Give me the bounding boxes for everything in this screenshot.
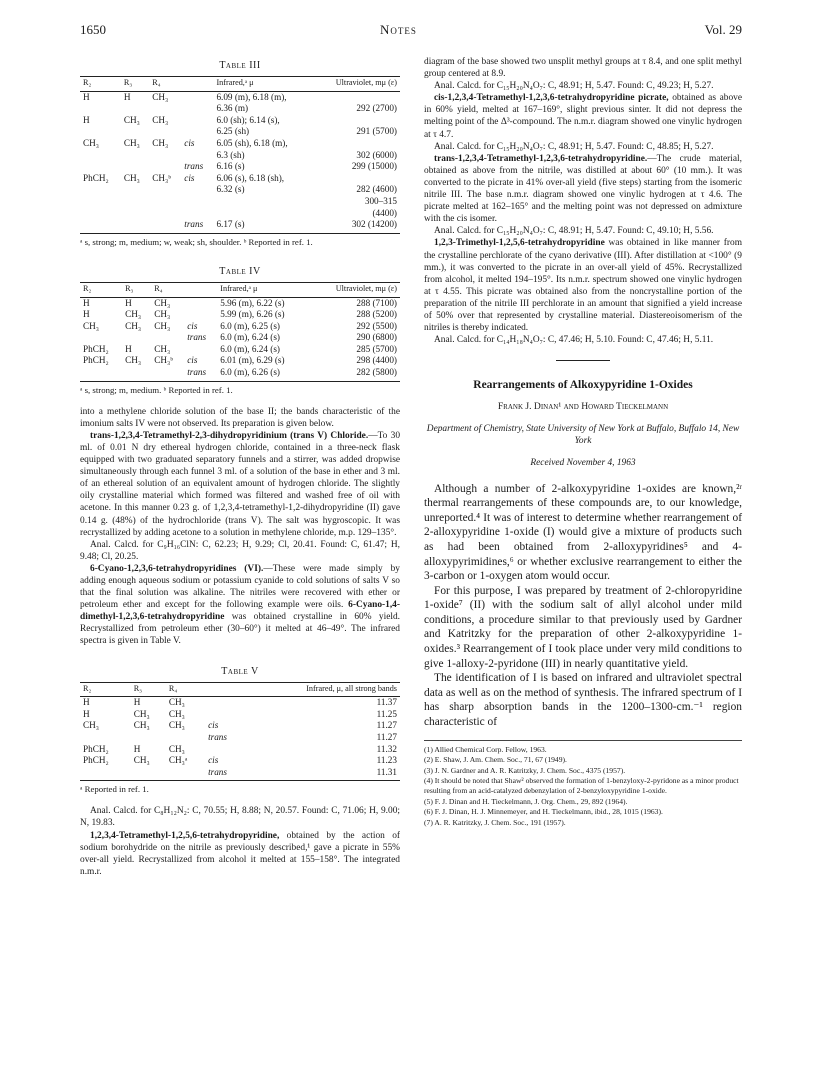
column-header: R₃: [122, 282, 151, 297]
compound-title: 6-Cyano-1,2,3,6-tetrahydropyridines (VI).: [90, 563, 264, 574]
paragraph-trans-v: [80, 430, 400, 539]
table-cell: CH₃: [125, 320, 142, 331]
table-cell: 6.16 (s): [216, 161, 245, 172]
table-cell: [205, 744, 245, 756]
table-cell: [213, 196, 313, 208]
table-cell: cis: [184, 172, 195, 183]
table-cell: 6.0 (sh); 6.14 (s),: [216, 114, 280, 125]
table-cell: [184, 344, 217, 356]
paragraph-body: —The crude material, obtained as above from the nitrile, was distilled at about 60° (10 mm.). It was converted to the picrate in 41% over-all yield (five steps) starting from the isomeric nitrile III. The base n.m.r. diagram showed one vinylic hydrogen at τ 4.6. The picrate melted at 162–165° and the melting point was not depressed on admixture with the cis isomer.: [424, 153, 742, 225]
table-row: [80, 367, 400, 381]
table-cell: H: [83, 91, 90, 102]
paragraph-trimethyl: [424, 237, 742, 334]
table-cell: 6.06 (s), 6.18 (sh),: [216, 172, 285, 183]
table-cell: 5.96 (m), 6.22 (s): [220, 297, 285, 308]
table-4: [80, 266, 400, 396]
body-paragraph: The identification of I is based on infrared and ultraviolet spectral data as well as on the method of synthesis. The infrared spectrum of I has sharp absorption bands in the 1200–1300-cm.⁻¹ region characteristic of: [424, 672, 742, 729]
reference: (7) A. R. Katritzky, J. Chem. Soc., 191 (1957).: [424, 817, 566, 827]
analysis-line: Anal. Calcd. for C₁₅H₂₀N₄O₇: C, 48.91; H, 5.47. Found: C, 49.23; H, 5.27.: [434, 81, 714, 92]
table-cell: CH₃: [125, 309, 142, 320]
table-cell: CH₃ᵃ: [168, 755, 188, 766]
table-cell: 302 (14200): [313, 219, 400, 233]
table-row: [80, 161, 400, 173]
table-caption: Table V: [221, 665, 259, 677]
paragraph-trans: [424, 153, 742, 226]
table-cell: trans: [208, 732, 227, 742]
table-cell: 6.0 (m), 6.24 (s): [220, 332, 280, 343]
table-cell: [151, 367, 184, 381]
table-cell: [121, 196, 149, 208]
table-cell: CH₃: [154, 297, 171, 308]
column-header: Infrared,ᵃ μ: [213, 77, 313, 92]
table-cell: 6.01 (m), 6.29 (s): [220, 355, 285, 366]
table-cell: trans: [184, 367, 217, 381]
table-cell: 288 (5200): [356, 309, 397, 320]
table-cell: CH₃: [133, 720, 150, 731]
received-date: Received November 4, 1963: [530, 458, 636, 469]
table-row: [80, 709, 400, 721]
table-cell: [80, 732, 131, 744]
page-number: 1650: [80, 22, 106, 37]
column-header: R₄: [151, 282, 184, 297]
table-cell: [313, 173, 400, 185]
body-paragraph: For this purpose, I was prepared by treatment of 2-chloropyridine 1-oxide⁷ (II) with the sodium salt of allyl alcohol under mild conditions, a procedure similar to that previously used by Gardner and Katritzky for the preparation of other 2-alkoxypyridine 1-oxides.³ Rearrangement of I took place under very mild conditions to give 1-alloxy-2-pyridone (III) in nearly quantitative yield.: [424, 584, 742, 670]
paragraph-body: was obtained in like manner from the crystalline perchlorate of the cyano derivative (III). After distillation at <100° (9 mm.), it was converted to the picrate in an over-all yield of 45%. Recrystallized from alcohol, it melted 194–195°. Its n.m.r. spectrum showed one vinylic hydrogen at τ 4.55. This picrate was obtained also from the noncrystalline portion of the preparation of the nitrile III perchlorate in an amount that signified a yield increase of 50% over that represented by crystalline material. Diastereoisomerism of the nitriles is thereby indicated.: [424, 238, 742, 334]
table-cell: [131, 732, 166, 744]
table-cell: 288 (7100): [356, 297, 397, 308]
table-row: [80, 720, 400, 732]
table-row: [80, 697, 400, 709]
compound-title: 1,2,3,4-Tetramethyl-1,2,5,6-tetrahydropyridine,: [90, 830, 280, 841]
table-cell: [166, 732, 205, 744]
table-cell: CH₃: [83, 138, 99, 149]
table-cell: H: [83, 297, 90, 308]
paragraph-body: obtained by the action of sodium borohydride on the nitrile as previously described,¹ gave a picrate in 55% over-all yield. Recrystallized from alcohol it melted at 155–158°. The integrated n.m.r.: [80, 830, 400, 877]
table-row: [80, 91, 400, 103]
table-cell: [121, 103, 149, 115]
table-cell: CH₃: [123, 114, 140, 125]
table-cell: trans: [184, 161, 204, 172]
table-cell: 11.27: [376, 732, 397, 742]
table-row: [80, 150, 400, 162]
table-cell: CH₃: [152, 91, 169, 102]
table-footnote: ᵃ s, strong; m, medium; w, weak; sh, shoulder. ᵇ Reported in ref. 1.: [80, 236, 313, 247]
paragraph-body: —To 30 ml. of 0.01 N dry ethereal hydrogen chloride, contained in a three-neck flask equipped with two graduated separatory funnels and a stirrer, was added dropwise simultaneously through each funnel 3 ml. of a solution of the base in ether and 3 ml. of an ethereal solution of an equivalent amount of hydrogen chloride. The slightly oily crystalline material which formed was filtered and washed free of oil with acetone. In this manner 0.23 g. of 1,2,3,4-tetramethyl-1,2-dihydropyridine (II) gave 0.14 g. (48%) of the hydrochloride (trans V). The salt was hygroscopic. It was recrystallized by adding acetone to a solution in methylene chloride, m.p. 129–135°.: [80, 430, 401, 538]
column-header: [205, 682, 245, 697]
column-header: Ultraviolet, mμ (ε): [311, 282, 400, 297]
column-header: R₃: [121, 77, 149, 92]
reference: (6) F. J. Dinan, H. J. Minnemeyer, and H. Tieckelmann, ibid., 28, 1015 (1963).: [424, 807, 663, 817]
table-row: [80, 732, 400, 744]
table-cell: cis: [187, 355, 198, 366]
table-cell: CH₃: [152, 138, 169, 149]
table-cell: PhCH₂: [83, 755, 109, 766]
column-header: Ultraviolet, mμ (ε): [313, 77, 400, 92]
table-cell: [149, 208, 181, 220]
table-cell: CH₃: [168, 720, 185, 731]
table-cell: [181, 184, 213, 196]
table-cell: [205, 697, 245, 709]
table-row: [80, 138, 400, 150]
table-cell: cis: [208, 720, 219, 731]
column-header: Infrared, μ, all strong bands: [245, 682, 400, 697]
table-cell: 298 (4400): [356, 355, 397, 366]
body-paragraph: Although a number of 2-alkoxypyridine 1-oxides are known,²ʳ thermal rearrangements of these compounds are, to our knowledge, unreported.⁴ It was of interest to determine whether rearrangement of 2-alloxypyridine 1-oxide (I) would give a mixture of products such as had been obtained from 2-alloxypyridines⁵ and 4-alloxypyrimidines,⁶ or whether exclusive rearrangement to either the 3-carbon or 1-oxygen atom would occur.: [424, 482, 742, 583]
table-cell: cis: [208, 755, 219, 766]
right-column: [424, 56, 742, 828]
paragraph-body: —These were made simply by adding enough aqueous sodium or potassium cyanide to cold solutions of salts V so that the final solution was alkaline. The nitriles were recovered with ether or petroleum ether and except for the following example were oils.: [80, 563, 400, 611]
table-cell: H: [83, 114, 90, 125]
table-row: [80, 126, 400, 138]
table-cell: PhCH₂: [83, 743, 109, 754]
table-cell: 299 (15000): [351, 161, 397, 172]
table-cell: [181, 126, 213, 138]
analysis-line: Anal. Calcd. for C₁₅H₂₀N₄O₇: C, 48.91; H, 5.47. Found: C, 48.85; H, 5.27.: [434, 141, 714, 152]
table-cell: 6.09 (m), 6.18 (m),: [216, 91, 287, 102]
table-cell: [313, 138, 400, 150]
paragraph-tetramethyl: [80, 830, 400, 878]
data-table: [80, 76, 400, 234]
table-cell: 11.23: [376, 755, 397, 766]
table-cell: [80, 332, 122, 344]
data-table: [80, 282, 400, 382]
table-cell: 6.0 (m), 6.25 (s): [220, 320, 280, 331]
table-cell: H: [123, 91, 131, 102]
table-row: [80, 755, 400, 767]
table-cell: [149, 126, 181, 138]
table-cell: [80, 184, 121, 196]
table-cell: [166, 767, 205, 781]
table-cell: PhCH₂: [83, 343, 109, 354]
table-cell: H: [125, 343, 132, 354]
table-cell: 6.0 (m), 6.24 (s): [220, 343, 280, 354]
paragraph-nitriles: [80, 563, 400, 648]
table-cell: [313, 115, 400, 127]
table-cell: 300–315: [364, 196, 397, 207]
table-cell: CH₃ᵇ: [152, 172, 172, 183]
table-cell: CH₃: [123, 172, 140, 183]
table-cell: [121, 219, 149, 233]
table-cell: [121, 126, 149, 138]
table-cell: H: [133, 697, 141, 708]
table-cell: [122, 367, 151, 381]
table-cell: [121, 161, 149, 173]
table-3: [80, 60, 400, 248]
table-cell: 11.25: [376, 708, 397, 719]
table-row: [80, 184, 400, 196]
table-cell: (4400): [372, 207, 397, 218]
table-cell: trans: [187, 332, 207, 343]
compound-title: 1,2,3-Trimethyl-1,2,5,6-tetrahydropyridine: [434, 238, 605, 249]
table-cell: 11.31: [245, 767, 400, 781]
compound-title: trans-1,2,3,4-Tetramethyl-1,2,3,6-tetrahydropyridine.: [434, 153, 648, 164]
running-header: [80, 22, 742, 42]
table-cell: 6.0 (m), 6.26 (s): [217, 367, 310, 381]
paragraph-cis-picrate: [424, 92, 742, 140]
table-cell: [213, 208, 313, 220]
column-header: R₄: [149, 77, 181, 92]
table-cell: [80, 208, 121, 220]
article-affiliation: Department of Chemistry, State University of New York at Buffalo, Buffalo 14, New York: [426, 424, 740, 447]
table-cell: [121, 150, 149, 162]
table-cell: cis: [187, 320, 198, 331]
column-header: R₂: [80, 282, 122, 297]
table-cell: [149, 184, 181, 196]
table-cell: [149, 103, 181, 115]
table-cell: [149, 150, 181, 162]
table-cell: [181, 103, 213, 115]
table-row: [80, 767, 400, 781]
paragraph-body: was obtained crystalline in 60% yield. Recrystallized from petroleum ether (30–60°) it melted at 46–49°. The infrared spectra is given in Table V.: [80, 612, 400, 647]
table-cell: 6.36 (m): [216, 103, 249, 114]
reference: (5) F. J. Dinan and H. Tieckelmann, J. Org. Chem., 29, 892 (1964).: [424, 796, 628, 806]
table-row: [80, 355, 400, 367]
table-row: [80, 297, 400, 309]
table-cell: 6.05 (sh), 6.18 (m),: [216, 138, 288, 149]
table-cell: H: [133, 743, 141, 754]
reference: (1) Allied Chemical Corp. Fellow, 1963.: [424, 744, 547, 754]
table-cell: CH₃: [154, 309, 171, 320]
table-row: [80, 744, 400, 756]
table-cell: PhCH₂: [83, 355, 109, 366]
table-cell: 282 (5800): [311, 367, 400, 381]
table-cell: 11.37: [376, 697, 397, 708]
table-cell: CH₃ᵇ: [154, 355, 174, 366]
table-row: [80, 208, 400, 220]
table-row: [80, 309, 400, 321]
paragraph-body: obtained as above in 60% yield, melted at 167–169°, slight previous sinter. It did not depress the melting point of the Δ³-compound. The n.m.r. diagram showed one vinylic hydrogen at τ 4.7.: [424, 93, 742, 140]
table-row: [80, 115, 400, 127]
column-header: R₃: [131, 682, 166, 697]
reference-list: [424, 740, 742, 828]
table-cell: CH₃: [168, 697, 185, 708]
volume-label: Vol. 29: [704, 22, 742, 37]
table-caption: Table IV: [219, 265, 261, 277]
table-footnote: ᵃ Reported in ref. 1.: [80, 784, 149, 795]
left-column: [80, 56, 400, 878]
table-cell: 302 (6000): [356, 149, 397, 160]
table-cell: 6.17 (s): [213, 219, 313, 233]
column-header: R₂: [80, 77, 121, 92]
divider: [556, 360, 610, 361]
table-cell: CH₃: [152, 114, 169, 125]
table-cell: [80, 161, 121, 173]
analysis-line: Anal. Calcd. for C₁₄H₁₈N₄O₇: C, 47.46; H, 5.10. Found: C, 47.46; H, 5.11.: [434, 335, 714, 346]
table-cell: [313, 91, 400, 103]
table-row: [80, 219, 400, 233]
table-cell: CH₃: [123, 138, 140, 149]
table-cell: 285 (5700): [356, 343, 397, 354]
paragraph: into a methylene chloride solution of the base II; the bands characteristic of the imonium salts IV were not observed. Its preparation is given below.: [80, 406, 400, 429]
table-cell: H: [125, 297, 132, 308]
table-cell: 11.27: [376, 720, 397, 731]
table-cell: [80, 767, 131, 781]
analysis-line: Anal. Calcd. for C₈H₁₂N₂: C, 70.55; H, 8.88; N, 20.57. Found: C, 71.06; H, 9.00; N, 19.83.: [80, 806, 400, 829]
compound-title: 6-Cyano-1,4-dimethyl-1,2,3,6-tetrahydropyridine: [80, 600, 400, 623]
table-caption: Table III: [219, 60, 261, 71]
compound-title: cis-1,2,3,4-Tetramethyl-1,2,3,6-tetrahydropyridine picrate,: [434, 93, 669, 104]
table-row: [80, 332, 400, 344]
table-cell: [149, 161, 181, 173]
table-cell: [80, 126, 121, 138]
table-cell: [131, 767, 166, 781]
article-title: Rearrangements of Alkoxypyridine 1-Oxides: [473, 379, 693, 392]
table-cell: [80, 150, 121, 162]
table-cell: H: [83, 309, 90, 320]
reference: (2) E. Shaw, J. Am. Chem. Soc., 71, 67 (1949).: [424, 755, 567, 765]
table-cell: [184, 297, 217, 309]
table-footnote: ᵃ s, strong; m, medium. ᵇ Reported in ref. 1.: [80, 384, 233, 395]
table-cell: [122, 332, 151, 344]
column-header: [181, 77, 213, 92]
table-cell: [151, 332, 184, 344]
data-table: [80, 682, 400, 782]
table-cell: [80, 103, 121, 115]
compound-title: trans-1,2,3,4-Tetramethyl-2,3-dihydropyridinium (trans V) Chloride.: [90, 430, 369, 441]
table-cell: CH₃: [83, 320, 99, 331]
table-cell: 290 (6800): [356, 332, 397, 343]
table-row: [80, 196, 400, 208]
table-cell: CH₃: [133, 708, 150, 719]
column-header: [184, 282, 217, 297]
table-cell: 292 (5500): [356, 320, 397, 331]
table-cell: 6.25 (sh): [216, 126, 250, 137]
table-cell: [181, 208, 213, 220]
table-cell: [205, 709, 245, 721]
table-cell: trans: [205, 767, 245, 781]
column-header: R₂: [80, 682, 131, 697]
table-cell: [121, 208, 149, 220]
table-cell: CH₃: [83, 720, 99, 731]
table-cell: 6.32 (s): [216, 184, 245, 195]
table-cell: H: [83, 697, 90, 708]
table-cell: 282 (4600): [356, 184, 397, 195]
analysis-line: Anal. Calcd. for C₉H₁₆ClN: C, 62.23; H, 9.29; Cl, 20.41. Found: C, 61.47; H, 9.48; Cl, 20.25.: [80, 539, 400, 562]
table-row: [80, 103, 400, 115]
table-row: [80, 173, 400, 185]
column-header: R₄: [166, 682, 205, 697]
paragraph: diagram of the base showed two unsplit methyl groups at τ 8.4, and one split methyl group centered at 8.9.: [424, 57, 742, 80]
table-cell: [80, 196, 121, 208]
table-cell: [80, 219, 121, 233]
column-header: Infrared,ᵃ μ: [217, 282, 310, 297]
table-cell: [149, 219, 181, 233]
article-authors: Frank J. Dinan¹ and Howard Tieckelmann: [497, 401, 669, 413]
table-row: [80, 321, 400, 333]
table-row: [80, 344, 400, 356]
table-cell: trans: [181, 219, 213, 233]
table-cell: [181, 115, 213, 127]
table-cell: [80, 367, 122, 381]
table-cell: CH₃: [168, 743, 185, 754]
table-cell: [181, 150, 213, 162]
analysis-line: Anal. Calcd. for C₁₅H₂₀N₄O₇: C, 48.91; H, 5.47. Found: C, 49.10; H, 5.56.: [434, 226, 714, 237]
table-cell: CH₃: [133, 755, 150, 766]
table-cell: [184, 309, 217, 321]
table-cell: CH₃: [154, 343, 171, 354]
table-cell: CH₃: [154, 320, 171, 331]
table-5: [80, 666, 400, 796]
table-cell: H: [83, 708, 90, 719]
table-cell: 292 (2700): [356, 103, 397, 114]
table-cell: 6.3 (sh): [216, 149, 245, 160]
table-cell: 291 (5700): [356, 126, 397, 137]
reference: (4) It should be noted that Shaw² observed the formation of 1-benzyloxy-2-pyridone as a minor product resulting from an acid-catalyzed debenzylation of 2-benzyloxypyridine 1-oxide.: [424, 776, 739, 795]
table-cell: 5.99 (m), 6.26 (s): [220, 309, 285, 320]
reference: (3) J. N. Gardner and A. R. Katritzky, J. Chem. Soc., 4375 (1957).: [424, 765, 626, 775]
table-cell: [181, 91, 213, 103]
table-cell: PhCH₂: [83, 172, 109, 183]
table-cell: [121, 184, 149, 196]
table-cell: [149, 196, 181, 208]
table-cell: CH₃: [125, 355, 142, 366]
table-cell: [181, 196, 213, 208]
table-cell: 11.32: [376, 743, 397, 754]
journal-section: Notes: [380, 22, 417, 37]
table-cell: cis: [184, 138, 195, 149]
table-cell: CH₃: [168, 708, 185, 719]
